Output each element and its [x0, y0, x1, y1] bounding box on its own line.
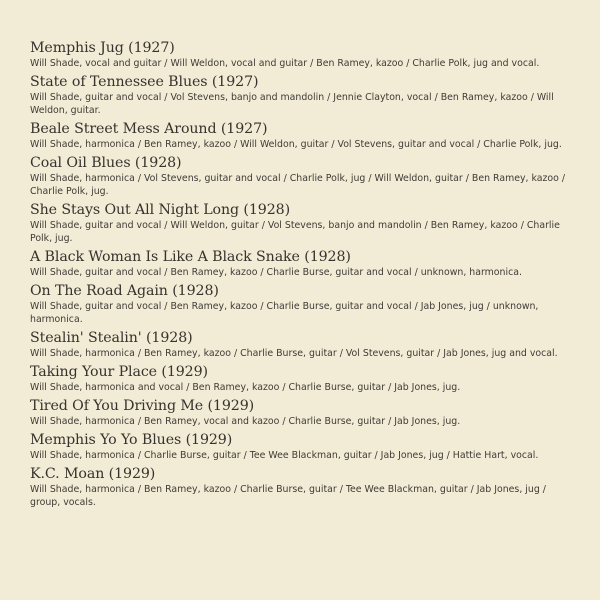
track-entry [30, 201, 575, 245]
track-title: A Black Woman Is Like A Black Snake (1928) [30, 249, 351, 265]
track-entry [30, 282, 575, 326]
track-title: K.C. Moan (1929) [30, 466, 156, 482]
track-title: Coal Oil Blues (1928) [30, 155, 182, 171]
track-title: Tired Of You Driving Me (1929) [30, 398, 255, 414]
track-credits: Will Shade, harmonica / Vol Stevens, guitar and vocal / Charlie Polk, jug / Will Weldon, guitar / Ben Ramey, kazoo / Charlie Polk, jug. [30, 173, 566, 197]
track-credits: Will Shade, guitar and vocal / Vol Stevens, banjo and mandolin / Jennie Clayton, vocal / Ben Ramey, kazoo / Will Weldon, guitar. [30, 92, 554, 116]
track-entry [30, 431, 575, 462]
track-list [30, 39, 575, 512]
track-entry [30, 154, 575, 198]
track-entry [30, 39, 575, 70]
track-entry [30, 465, 575, 509]
track-title: On The Road Again (1928) [30, 283, 219, 299]
track-entry [30, 397, 575, 428]
track-entry [30, 73, 575, 117]
track-title: Beale Street Mess Around (1927) [30, 121, 268, 137]
track-credits: Will Shade, guitar and vocal / Will Weldon, guitar / Vol Stevens, banjo and mandolin / Ben Ramey, kazoo / Charlie Polk, jug. [30, 220, 560, 244]
track-credits: Will Shade, harmonica / Ben Ramey, kazoo / Charlie Burse, guitar / Vol Stevens, guitar / Jab Jones, jug and vocal. [30, 348, 558, 359]
track-entry [30, 329, 575, 360]
track-credits: Will Shade, harmonica / Ben Ramey, kazoo / Charlie Burse, guitar / Tee Wee Blackman, guitar / Jab Jones, jug / group, vocals. [30, 484, 546, 508]
track-entry [30, 120, 575, 151]
track-credits: Will Shade, harmonica / Ben Ramey, vocal and kazoo / Charlie Burse, guitar / Jab Jones, jug. [30, 416, 461, 427]
track-entry [30, 363, 575, 394]
track-title: Taking Your Place (1929) [30, 364, 208, 380]
track-credits: Will Shade, harmonica and vocal / Ben Ramey, kazoo / Charlie Burse, guitar / Jab Jones, jug. [30, 382, 461, 393]
track-credits: Will Shade, harmonica / Charlie Burse, guitar / Tee Wee Blackman, guitar / Jab Jones, jug / Hattie Hart, vocal. [30, 450, 539, 461]
track-title: State of Tennessee Blues (1927) [30, 74, 259, 90]
track-title: Memphis Yo Yo Blues (1929) [30, 432, 233, 448]
track-credits: Will Shade, harmonica / Ben Ramey, kazoo / Will Weldon, guitar / Vol Stevens, guitar and vocal / Charlie Polk, jug. [30, 139, 562, 150]
track-title: Memphis Jug (1927) [30, 40, 175, 56]
track-credits: Will Shade, vocal and guitar / Will Weldon, vocal and guitar / Ben Ramey, kazoo / Charlie Polk, jug and vocal. [30, 58, 540, 69]
track-credits: Will Shade, guitar and vocal / Ben Ramey, kazoo / Charlie Burse, guitar and vocal / Jab Jones, jug / unknown, harmonica. [30, 301, 539, 325]
track-credits: Will Shade, guitar and vocal / Ben Ramey, kazoo / Charlie Burse, guitar and vocal / unknown, harmonica. [30, 267, 522, 278]
track-entry [30, 248, 575, 279]
track-title: She Stays Out All Night Long (1928) [30, 202, 291, 218]
track-title: Stealin' Stealin' (1928) [30, 330, 193, 346]
